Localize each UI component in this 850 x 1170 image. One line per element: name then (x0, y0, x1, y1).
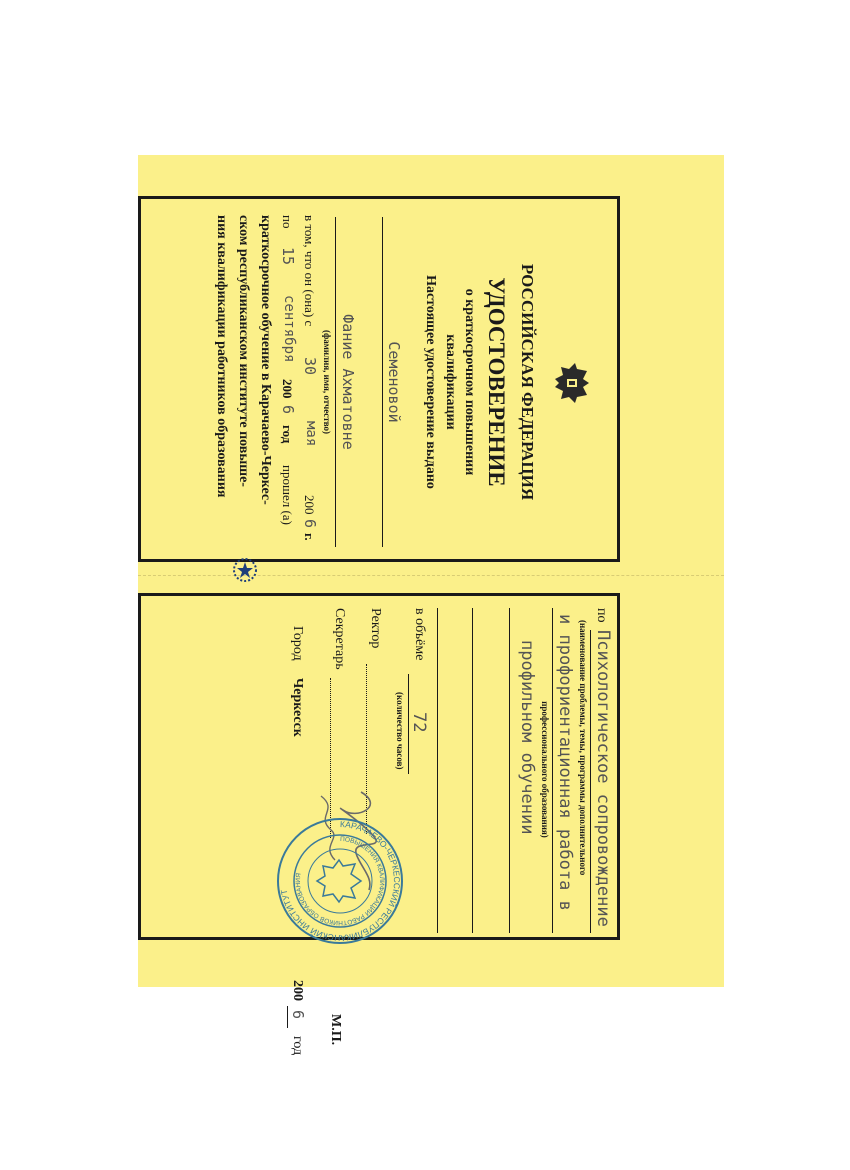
year-prefix: 200 (290, 980, 305, 1001)
from-year-prefix: 200 (302, 495, 317, 515)
year-underline (287, 1006, 288, 1028)
topic-caption-1: (наименование проблемы, темы, программы дополнительного (578, 620, 588, 876)
to-year-digit: 6 (279, 405, 297, 415)
city-value: Черкесск (290, 678, 305, 737)
left-page (138, 196, 620, 562)
from-prefix: в том, что он (она) с (302, 215, 317, 327)
topic-underline-2 (552, 608, 553, 933)
blank-line-1 (509, 608, 510, 933)
coat-of-arms-icon (547, 359, 595, 407)
year-word: год (290, 1036, 305, 1056)
to-year-prefix: 200 (280, 379, 295, 399)
to-passed: прошел (а) (280, 465, 295, 525)
year-digit: 6 (289, 1010, 307, 1020)
to-month: сентября (281, 295, 297, 363)
blank-line-2 (472, 608, 473, 933)
to-day: 15 (279, 247, 297, 266)
surname-line (382, 217, 383, 547)
topic-underline-1 (590, 630, 591, 933)
name-value: Фание Ахматовне (339, 314, 357, 450)
from-year-suffix: г. (302, 533, 317, 541)
fold-line (138, 575, 724, 576)
document-subtitle-2: квалификации (443, 334, 458, 430)
document-title: УДОСТОВЕРЕНИЕ (484, 277, 509, 487)
hours-caption: (количество часов) (395, 692, 405, 770)
topic-line-2: и профориентационная работа в (555, 614, 575, 911)
body-line-2: ском республиканском институте повыше- (236, 215, 251, 487)
topic-line-1: Психологическое сопровождение (593, 630, 613, 927)
surname-value: Семеновой (385, 341, 403, 423)
from-month: мая (303, 421, 319, 447)
hours-value: 72 (409, 712, 429, 733)
country-title: РОССИЙСКАЯ ФЕДЕРАЦИЯ (518, 263, 537, 501)
from-day: 30 (301, 357, 319, 376)
body-line-3: ния квалификации работников образования (214, 215, 229, 498)
name-caption: (фамилия, имя, отчество) (322, 329, 332, 435)
name-line (335, 217, 336, 547)
star-emblem-icon (230, 555, 260, 585)
topic-prefix: по (594, 608, 609, 623)
secretary-label: Секретарь (332, 608, 347, 670)
stamp-outer-text: КАРАЧАЕВО-ЧЕРКЕССКИЙ РЕСПУБЛИКАНСКИЙ ИНСТИТУТ (278, 818, 403, 944)
city-label: Город (290, 626, 305, 661)
topic-line-3: профильном обучении (517, 640, 537, 835)
to-prefix: по (280, 215, 295, 229)
to-year-word: год (280, 425, 295, 444)
from-year-digit: 6 (301, 519, 319, 529)
rector-label: Ректор (368, 608, 383, 649)
stamp-inner-text: ПОВЫШЕНИЯ КВАЛИФИКАЦИИ РАБОТНИКОВ ОБРАЗОВАНИЯ (294, 835, 386, 927)
stamp-placement-label: М.П. (328, 1014, 343, 1046)
right-page (138, 593, 620, 1056)
seal-stamp (275, 816, 405, 946)
certificate-card (138, 155, 724, 1056)
volume-label: в объёме (412, 608, 427, 661)
topic-caption-2: профессионального образования) (540, 701, 550, 838)
document-subtitle-1: о краткосрочном повышении (462, 288, 477, 476)
body-line-1: краткосрочное обучение в Карачаево-Черкес- (258, 215, 273, 505)
blank-line-3 (437, 608, 438, 933)
issued-line: Настоящее удостоверение выдано (423, 275, 438, 489)
